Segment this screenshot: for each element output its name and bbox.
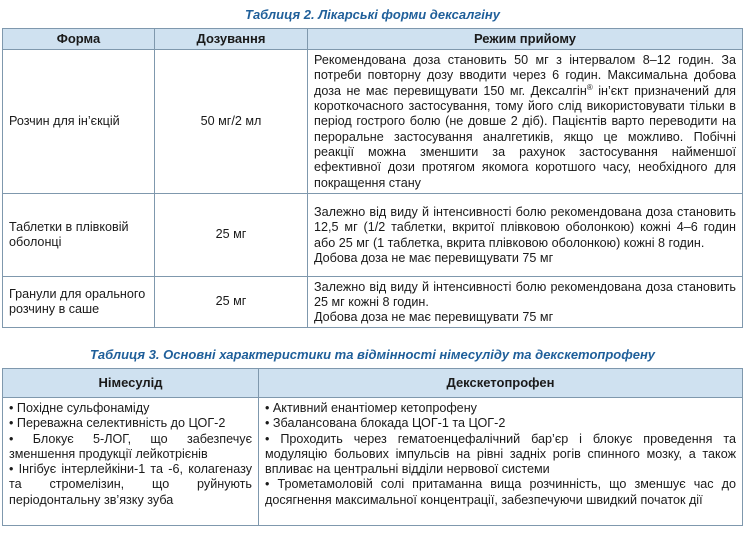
nimesulide-cell: [3, 398, 259, 526]
form-cell: Таблетки в плівковій оболонці: [3, 194, 155, 277]
list-item: • Переважна селективність до ЦОГ-2: [9, 416, 226, 431]
regimen-cell: [308, 50, 743, 194]
form-cell: Розчин для ін’єкцій: [3, 50, 155, 194]
table3-caption: Таблиця 3. Основні характеристики та відмінності німесуліду та декскетопрофену: [89, 347, 656, 362]
regimen-max-dose: Добова доза не має перевищувати 75 мг: [314, 250, 554, 265]
table2-header-row: [3, 29, 743, 50]
table2-caption: Таблиця 2. Лікарські форми дексалгіну: [245, 7, 500, 22]
list-item: • Проходить через гематоенцефалічний бар’єр і блокує проведення та модуляцію больових імпульсів на рівні задніх рогів спинного мозку, а також впливає на центральні відділи нервової системи: [265, 431, 736, 477]
table-row: [3, 194, 743, 277]
header-dexketoprofen: Декскетопрофен: [259, 369, 743, 398]
list-item: • Інгібує інтерлейкіни-1 та -6, колагеназу та стромелізин, що руйнують періодонтальну зв’язку зуба: [9, 462, 252, 507]
table-row: [3, 277, 743, 328]
header-nimesulide: Німесулід: [3, 369, 259, 398]
dose-cell: 25 мг: [155, 194, 308, 277]
regimen-text: Залежно від виду й інтенсивності болю рекомендована доза становить 12,5 мг (1/2 таблетки, вкритої плівковою оболонкою) кожні 4–6 годин або 25 мг (1 таблетка, вкрита плівковою оболонкою) кожні 8 годин.: [314, 204, 736, 250]
list-item: • Блокує 5-ЛОГ, що забезпечує зменшення продукції лейкотрієнів: [9, 431, 252, 461]
list-item: • Збалансована блокада ЦОГ-1 та ЦОГ-2: [265, 416, 506, 431]
table3-header-row: [3, 369, 743, 398]
regimen-max-dose: Добова доза не має перевищувати 75 мг: [314, 310, 554, 325]
list-item: • Активний енантіомер кетопрофену: [265, 401, 477, 415]
regimen-text: Залежно від виду й інтенсивності болю рекомендована доза становить 25 мг кожні 8 годин.: [314, 279, 736, 309]
table-row: [3, 398, 743, 526]
header-regimen: Режим прийому: [308, 29, 743, 50]
dexketoprofen-cell: [259, 398, 743, 526]
form-cell: Гранули для орального розчину в саше: [3, 277, 155, 328]
list-item: • Похідне сульфонаміду: [9, 401, 150, 415]
regimen-cell: [308, 194, 743, 277]
dose-cell: 25 мг: [155, 277, 308, 328]
dosage-forms-table: [2, 28, 743, 328]
comparison-table: [2, 368, 743, 526]
header-dosage: Дозування: [155, 29, 308, 50]
regimen-text: Рекомендована доза становить 50 мг з інтервалом 8–12 годин. За потреби повторну дозу вводити через 6 годин. Максимальна добова доза не має перевищувати 150 мг. Дексалгін® ін’єкт призначений для короткочасного застосування, тому його слід використовувати тільки в період гострого болю (не довше 2 діб). Пацієнтів варто переводити на пероральне застосування аналгетиків, якщо це можливо. Побічні реакції можна зменшити за рахунок застосування найменшої ефективної дози протягом якомога коротшого часу, необхідного для покращення стану: [314, 53, 736, 190]
list-item: • Трометамоловій солі притаманна вища розчинність, що зменшує час до досягнення максимальної концентрації, забезпечуючи швидкий початок дії: [265, 477, 736, 507]
header-form: Форма: [3, 29, 155, 50]
dose-cell: 50 мг/2 мл: [155, 50, 308, 194]
table-row: [3, 50, 743, 194]
regimen-cell: [308, 277, 743, 328]
